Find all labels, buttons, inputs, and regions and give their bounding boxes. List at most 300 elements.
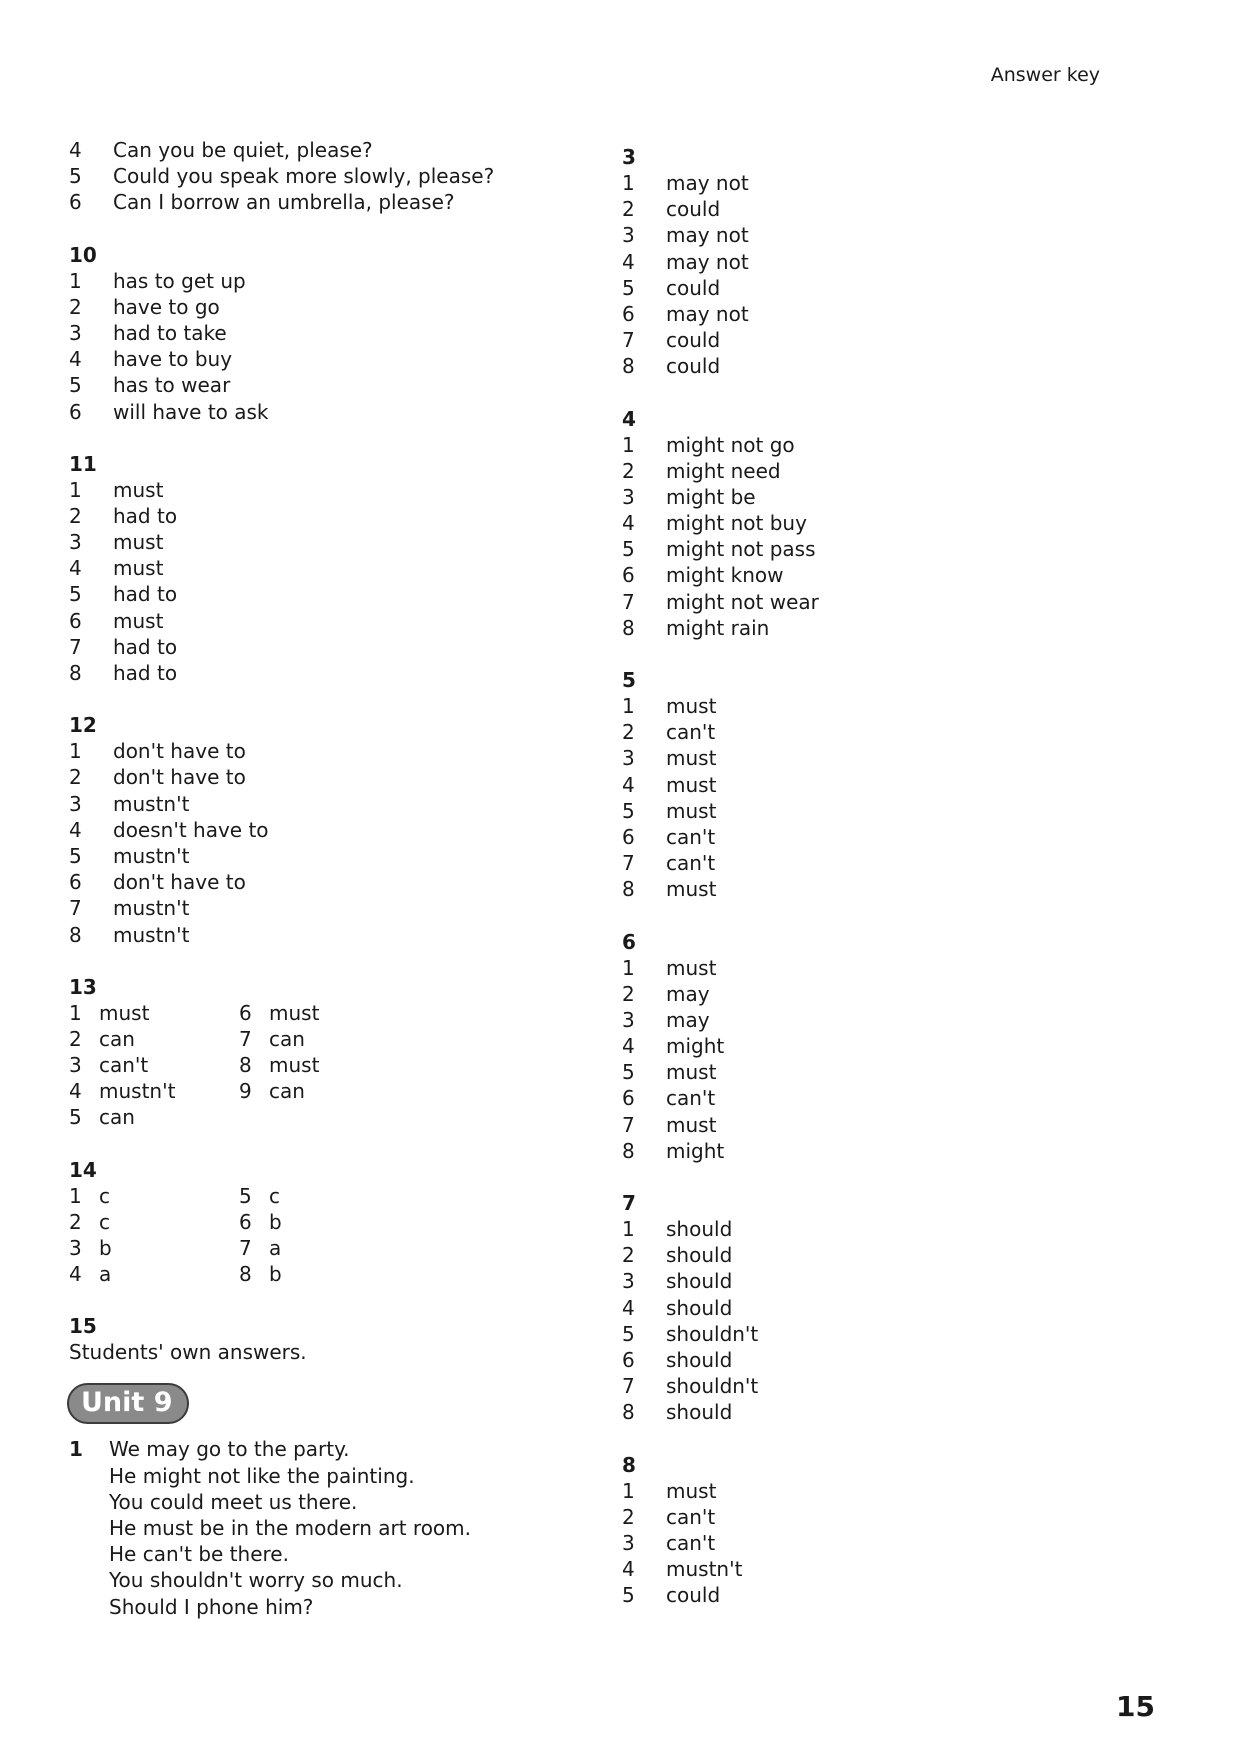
item-number: 7: [239, 1236, 252, 1260]
answer-text: could: [666, 1583, 721, 1608]
right-column: [622, 144, 1142, 1608]
answer-row: [622, 1347, 1142, 1373]
answer-text: b: [269, 1262, 282, 1287]
answer-cell: [69, 1235, 239, 1261]
item-number: 8: [69, 661, 82, 685]
answer-row: [69, 372, 589, 398]
item-number: 1: [69, 1000, 82, 1025]
unit-exercise-1: [69, 1436, 589, 1619]
answer-text: can't: [666, 1504, 716, 1529]
answer-row: [622, 275, 1142, 301]
item-number: 5: [622, 275, 635, 300]
answer-cell: [239, 1052, 409, 1078]
answer-row: [69, 1052, 589, 1078]
exercise-13: [69, 974, 589, 1131]
item-number: 7: [622, 328, 635, 353]
exercise-3: [622, 144, 1142, 380]
item-number: 8: [622, 877, 635, 902]
item-number: 1: [69, 1183, 82, 1208]
exercise-title: 12: [69, 713, 97, 738]
answer-row: [69, 1183, 589, 1209]
answer-row: [69, 503, 589, 529]
answer-row: [622, 353, 1142, 379]
answer-text: don't have to: [113, 739, 246, 764]
answer-text: b: [269, 1209, 282, 1234]
answer-text: mustn't: [666, 1557, 743, 1582]
item-number: 6: [622, 1086, 635, 1111]
exercise-12: [69, 712, 589, 948]
item-number: 4: [69, 817, 82, 842]
answer-text: can: [99, 1026, 135, 1051]
item-number: 6: [69, 608, 82, 633]
answer-row: [622, 1085, 1142, 1111]
answer-text: mustn't: [113, 791, 190, 816]
item-number: 4: [69, 347, 82, 372]
answer-text: may not: [666, 301, 749, 326]
item-number: 3: [622, 484, 635, 509]
exercise-title: 11: [69, 451, 97, 476]
item-number: 3: [69, 791, 82, 816]
exercise-6: [622, 929, 1142, 1165]
answer-row: [69, 163, 589, 189]
answer-row: [69, 634, 589, 660]
item-number: 3: [622, 1007, 635, 1032]
item-number: 3: [622, 223, 635, 248]
item-number: 5: [69, 1105, 82, 1130]
item-number: 2: [69, 1209, 82, 1234]
answer-row: [69, 399, 589, 425]
answer-row: [622, 432, 1142, 458]
exercise-title: 13: [69, 974, 97, 999]
exercise-title: 10: [69, 242, 97, 267]
answer-text: can't: [666, 1530, 716, 1555]
answer-text: must: [666, 1478, 717, 1503]
item-number: 2: [622, 197, 635, 222]
answer-text: can't: [666, 824, 716, 849]
item-number: 2: [622, 720, 635, 745]
sentence: He might not like the painting.: [109, 1463, 415, 1488]
answer-text: b: [99, 1236, 112, 1260]
answer-text: had to: [113, 634, 178, 659]
item-number: [239, 1104, 269, 1130]
item-number: 8: [622, 354, 635, 379]
answer-cell: [239, 1261, 409, 1287]
item-number: 2: [622, 1243, 635, 1268]
answer-text: should: [666, 1243, 733, 1268]
answer-text: must: [113, 477, 164, 502]
answer-row: [622, 1112, 1142, 1138]
item-number: 4: [622, 1034, 635, 1059]
sentence-list: [109, 1436, 471, 1619]
answer-text: may not: [666, 249, 749, 274]
answer-row: [622, 196, 1142, 222]
item-number: 5: [622, 1060, 635, 1085]
answer-row: [622, 589, 1142, 615]
item-number: 1: [69, 739, 82, 764]
answer-row: [69, 791, 589, 817]
exercise-title: 7: [622, 1191, 636, 1215]
item-number: 1: [622, 694, 635, 718]
answer-row: [69, 137, 589, 163]
answer-text: Can you be quiet, please?: [113, 138, 373, 162]
sentence: We may go to the party.: [109, 1437, 350, 1462]
answer-row: [69, 294, 589, 320]
answer-text: will have to ask: [113, 399, 269, 424]
answer-text: doesn't have to: [113, 817, 269, 842]
exercise-5: [622, 667, 1142, 903]
item-number: 4: [69, 1262, 82, 1287]
answer-text: might rain: [666, 615, 770, 640]
answer-text: c: [269, 1183, 280, 1208]
exercise-15: [69, 1313, 589, 1365]
answer-cell: [69, 1261, 239, 1287]
item-number: 5: [69, 843, 82, 868]
answer-cell: [239, 1026, 409, 1052]
exercise-title: 14: [69, 1157, 97, 1182]
answer-cell: [69, 1052, 239, 1078]
answer-row: [622, 327, 1142, 353]
answer-row: [622, 1216, 1142, 1242]
sentence: Should I phone him?: [109, 1594, 314, 1619]
item-number: 2: [622, 458, 635, 483]
sentence: He can't be there.: [109, 1542, 289, 1567]
exercise-title: 5: [622, 668, 636, 692]
answer-text: can: [269, 1026, 305, 1051]
answer-text: had to: [113, 503, 178, 528]
answer-text: may not: [666, 171, 749, 195]
answer-text: has to get up: [113, 268, 246, 293]
item-number: 6: [239, 1209, 252, 1234]
exercise-title: 3: [622, 145, 636, 169]
answer-row: [69, 869, 589, 895]
item-number: 6: [239, 1000, 252, 1025]
answer-row: [622, 798, 1142, 824]
answer-row: [69, 1104, 589, 1130]
answer-text: can: [99, 1105, 135, 1130]
answer-text: must: [666, 694, 717, 718]
answer-row: [69, 1235, 589, 1261]
item-number: 4: [622, 511, 635, 536]
answer-row: [622, 772, 1142, 798]
exercise-text: Students' own answers.: [69, 1340, 307, 1365]
item-number: 5: [622, 1321, 635, 1346]
answer-text: shouldn't: [666, 1374, 759, 1399]
answer-row: [622, 1373, 1142, 1399]
answer-text: must: [666, 1112, 717, 1137]
sentence: He must be in the modern art room.: [109, 1515, 472, 1540]
item-number: 1: [69, 1437, 83, 1462]
item-number: 6: [622, 824, 635, 849]
answer-row: [69, 895, 589, 921]
answer-text: might know: [666, 563, 784, 588]
sentence: You could meet us there.: [109, 1489, 358, 1514]
answer-cell: [239, 1078, 409, 1104]
answer-text: can't: [666, 720, 716, 745]
answer-row: [622, 1556, 1142, 1582]
item-number: 5: [239, 1183, 252, 1208]
item-number: 6: [622, 563, 635, 588]
answer-text: c: [99, 1183, 110, 1208]
answer-row: [622, 1399, 1142, 1425]
answer-row: [622, 955, 1142, 981]
answer-row: [622, 536, 1142, 562]
item-number: 8: [622, 1138, 635, 1163]
exercise-title: 6: [622, 929, 636, 954]
answer-text: may: [666, 1007, 710, 1032]
answer-text: must: [269, 1053, 320, 1078]
exercise-8: [622, 1452, 1142, 1609]
answer-row: [69, 529, 589, 555]
answer-text: should: [666, 1295, 733, 1320]
answer-text: have to go: [113, 294, 220, 319]
answer-row: [69, 1261, 589, 1287]
answer-text: has to wear: [113, 373, 231, 398]
answer-row: [622, 1321, 1142, 1347]
answer-cell: [239, 1209, 409, 1235]
item-number: 1: [622, 432, 635, 457]
answer-row: [622, 170, 1142, 196]
answer-cell: [69, 1183, 239, 1209]
item-number: 8: [622, 615, 635, 640]
item-number: 3: [69, 1236, 82, 1260]
answer-text: shouldn't: [666, 1321, 759, 1346]
answer-cell: [239, 1000, 409, 1026]
answer-row: [622, 510, 1142, 536]
item-number: 2: [69, 765, 82, 790]
answer-row: [622, 1582, 1142, 1608]
answer-row: [69, 1000, 589, 1026]
page-number: 15: [1116, 1690, 1155, 1723]
answer-text: might be: [666, 484, 756, 509]
answer-row: [69, 843, 589, 869]
item-number: 4: [69, 138, 82, 162]
answer-row: [69, 320, 589, 346]
item-number: 4: [622, 249, 635, 274]
answer-text: might not wear: [666, 589, 819, 614]
answer-text: had to: [113, 582, 178, 607]
answer-text: mustn't: [113, 922, 190, 947]
item-number: 5: [69, 164, 82, 189]
answer-cell: [239, 1104, 409, 1130]
answer-text: can't: [99, 1053, 149, 1078]
answer-row: [69, 922, 589, 948]
answer-text: had to: [113, 661, 178, 685]
unit-badge: Unit 9: [67, 1383, 189, 1424]
answer-text: must: [113, 530, 164, 555]
answer-text: c: [99, 1209, 110, 1234]
item-number: 2: [69, 1026, 82, 1051]
exercise-10: [69, 242, 589, 425]
item-number: 1: [622, 1217, 635, 1241]
answer-row: [622, 615, 1142, 641]
answer-row: [69, 1026, 589, 1052]
answer-row: [622, 1268, 1142, 1294]
item-number: 7: [622, 851, 635, 876]
answer-text: must: [113, 556, 164, 581]
answer-text: should: [666, 1347, 733, 1372]
answer-row: [622, 249, 1142, 275]
answer-row: [622, 693, 1142, 719]
item-number: 5: [622, 798, 635, 823]
exercise-title: 15: [69, 1314, 97, 1339]
answer-row: [622, 1138, 1142, 1164]
answer-text: must: [99, 1000, 150, 1025]
page-header: Answer key: [990, 64, 1100, 86]
answer-text: should: [666, 1269, 733, 1294]
answer-row: [622, 301, 1142, 327]
item-number: 6: [69, 399, 82, 424]
answer-row: [622, 562, 1142, 588]
answer-row: [69, 268, 589, 294]
answer-row: [622, 1033, 1142, 1059]
item-number: 4: [622, 1295, 635, 1320]
item-number: 1: [622, 1478, 635, 1503]
item-number: 6: [622, 1347, 635, 1372]
item-number: 3: [622, 1269, 635, 1294]
answer-text: don't have to: [113, 765, 246, 790]
item-number: 3: [622, 1530, 635, 1555]
answer-text: might need: [666, 458, 781, 483]
item-number: 3: [622, 746, 635, 771]
answer-row: [69, 477, 589, 503]
answer-text: must: [666, 798, 717, 823]
answer-text: must: [269, 1000, 320, 1025]
item-number: 7: [69, 634, 82, 659]
answer-text: might: [666, 1034, 725, 1059]
answer-text: must: [666, 772, 717, 797]
item-number: 4: [622, 1557, 635, 1582]
answer-text: should: [666, 1217, 733, 1241]
answer-row: [622, 719, 1142, 745]
answer-text: could: [666, 328, 721, 353]
item-number: 7: [622, 589, 635, 614]
item-number: 8: [239, 1053, 252, 1078]
item-number: 1: [69, 477, 82, 502]
answer-text: must: [666, 746, 717, 771]
answer-row: [69, 1078, 589, 1104]
item-number: 6: [622, 301, 635, 326]
answer-row: [622, 1478, 1142, 1504]
item-number: 4: [622, 772, 635, 797]
answer-text: might not pass: [666, 537, 816, 562]
answer-text: could: [666, 275, 721, 300]
item-number: 5: [622, 537, 635, 562]
answer-text: could: [666, 354, 721, 379]
exercise-11: [69, 451, 589, 687]
item-number: 5: [622, 1583, 635, 1608]
exercise-title: 4: [622, 406, 636, 431]
answer-text: don't have to: [113, 870, 246, 895]
answer-text: must: [666, 955, 717, 980]
item-number: 3: [69, 320, 82, 345]
answer-text: mustn't: [113, 843, 190, 868]
answer-row: [69, 555, 589, 581]
item-number: 6: [69, 870, 82, 895]
answer-text: may not: [666, 223, 749, 248]
item-number: 2: [69, 294, 82, 319]
answer-text: a: [99, 1262, 112, 1287]
item-number: 1: [622, 955, 635, 980]
item-number: 4: [69, 556, 82, 581]
answer-text: can't: [666, 851, 716, 876]
answer-row: [622, 745, 1142, 771]
item-number: 3: [69, 530, 82, 555]
item-number: 2: [69, 503, 82, 528]
item-number: 5: [69, 373, 82, 398]
answer-row: [622, 484, 1142, 510]
answer-row: [69, 738, 589, 764]
answer-text: could: [666, 197, 721, 222]
item-number: 8: [69, 922, 82, 947]
answer-cell: [69, 1104, 239, 1130]
answer-row: [69, 817, 589, 843]
exercise-14: [69, 1157, 589, 1288]
item-number: 9: [239, 1079, 252, 1104]
item-number: 3: [69, 1053, 82, 1078]
answer-row: [622, 824, 1142, 850]
answer-text: mustn't: [113, 896, 190, 921]
answer-text: can: [269, 1079, 305, 1104]
answer-cell: [239, 1183, 409, 1209]
answer-text: have to buy: [113, 347, 233, 372]
answer-text: might not buy: [666, 511, 807, 536]
answer-text: Can I borrow an umbrella, please?: [113, 190, 455, 215]
answer-row: [622, 1530, 1142, 1556]
item-number: 6: [69, 190, 82, 215]
item-number: 1: [69, 268, 82, 293]
answer-text: Could you speak more slowly, please?: [113, 164, 495, 189]
answer-row: [622, 981, 1142, 1007]
answer-row: [69, 346, 589, 372]
item-number: 7: [622, 1374, 635, 1399]
answer-text: might: [666, 1138, 725, 1163]
item-number: 8: [239, 1262, 252, 1287]
answer-row: [622, 458, 1142, 484]
answer-row: [622, 876, 1142, 902]
item-number: 7: [69, 896, 82, 921]
answer-text: might not go: [666, 432, 795, 457]
answer-text: must: [666, 1060, 717, 1085]
answer-row: [622, 222, 1142, 248]
answer-row: [622, 1295, 1142, 1321]
answer-cell: [69, 1078, 239, 1104]
answer-cell: [69, 1209, 239, 1235]
exercise-title: 8: [622, 1452, 636, 1477]
answer-text: can't: [666, 1086, 716, 1111]
answer-row: [69, 660, 589, 686]
exercise-7: [622, 1190, 1142, 1426]
item-number: 2: [622, 1504, 635, 1529]
answer-text: had to take: [113, 320, 227, 345]
answer-text: mustn't: [99, 1079, 176, 1104]
item-number: 2: [622, 981, 635, 1006]
answer-row: [69, 764, 589, 790]
item-number: 4: [69, 1079, 82, 1104]
answer-text: a: [269, 1236, 282, 1260]
item-number: 1: [622, 171, 635, 195]
answer-text: may: [666, 981, 710, 1006]
left-column: [69, 137, 589, 1620]
sentence: You shouldn't worry so much.: [109, 1568, 403, 1593]
answer-row: [69, 189, 589, 215]
answer-cell: [69, 1000, 239, 1026]
answer-row: [69, 1209, 589, 1235]
answer-row: [69, 581, 589, 607]
answer-text: must: [113, 608, 164, 633]
answer-row: [622, 850, 1142, 876]
answer-list: [69, 137, 589, 216]
answer-row: [622, 1007, 1142, 1033]
